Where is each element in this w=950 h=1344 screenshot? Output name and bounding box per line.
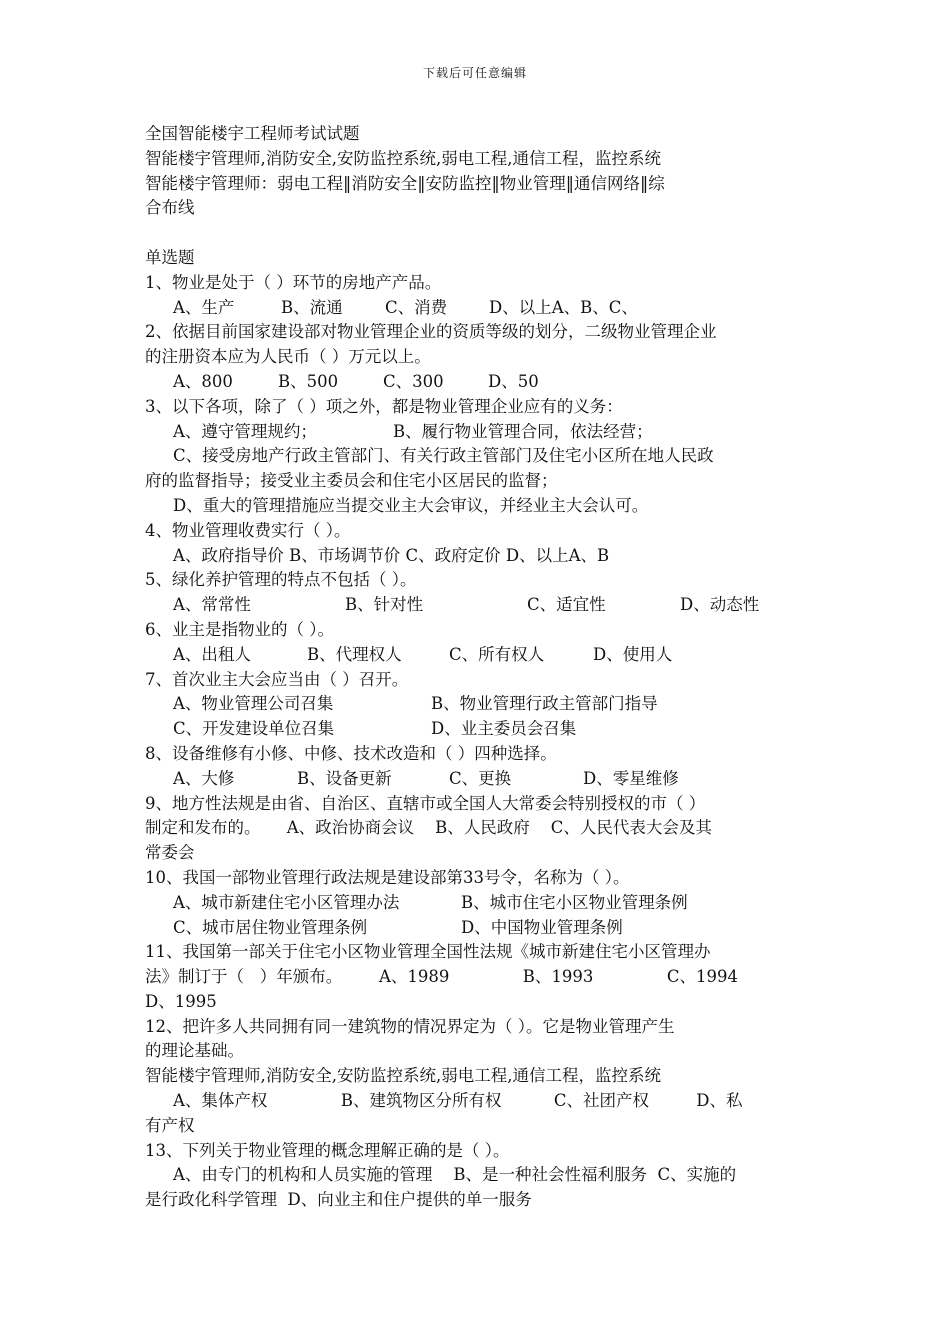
- option: B、代理权人: [307, 644, 402, 664]
- question-stem: 的注册资本应为人民币（ ）万元以上。: [145, 347, 431, 367]
- question-stem: 2、依据目前国家建设部对物业管理企业的资质等级的划分，二级物业管理企业: [145, 322, 717, 342]
- question-options: A、政府指导价 B、市场调节价 C、政府定价 D、以上A、B: [173, 545, 610, 565]
- option-continued: 府的监督指导；接受业主委员会和住宅小区居民的监督；: [145, 471, 558, 491]
- question-stem: 1、物业是处于（ ）环节的房地产产品。: [145, 272, 442, 292]
- option: C、开发建设单位召集: [173, 719, 335, 739]
- option: D、重大的管理措施应当提交业主大会审议，并经业主大会认可。: [173, 495, 649, 515]
- question-options: [145, 370, 807, 395]
- keywords-line: 合布线: [145, 198, 195, 218]
- option: C、300: [383, 371, 444, 391]
- option: D、业主委员会召集: [431, 719, 577, 739]
- option-continued: 有产权: [145, 1115, 195, 1135]
- question-options: [145, 593, 807, 618]
- keywords-line: 智能楼宇管理师,消防安全,安防监控系统,弱电工程,通信工程，监控系统: [145, 1066, 661, 1086]
- option: B、物业管理行政主管部门指导: [431, 694, 658, 714]
- option: D、50: [488, 371, 539, 391]
- option: C、适宜性: [527, 595, 606, 615]
- question-options: [145, 717, 807, 742]
- doc-title: 全国智能楼宇工程师考试试题: [145, 124, 360, 143]
- option: A、生产: [173, 297, 235, 317]
- option: C、接受房地产行政主管部门、有关行政主管部门及住宅小区所在地人民政: [173, 446, 714, 466]
- keywords-line: 智能楼宇管理师,消防安全,安防监控系统,弱电工程,通信工程，监控系统: [145, 148, 661, 168]
- option: D、动态性: [680, 595, 760, 615]
- option: B、设备更新: [297, 768, 392, 788]
- question-stem: 常委会: [145, 843, 195, 863]
- option: A、物业管理公司召集: [173, 694, 334, 714]
- question-options: [145, 296, 807, 321]
- question-options: [145, 643, 807, 668]
- option: B、城市住宅小区物业管理条例: [461, 892, 688, 912]
- question-options: [145, 891, 807, 916]
- question-stem: 法》制订于（ ）年颁布。 A、1989 B、1993 C、1994: [145, 967, 738, 987]
- question-options: A、集体产权 B、建筑物区分所有权 C、社团产权 D、私: [173, 1091, 743, 1111]
- option: D、零星维修: [583, 768, 679, 788]
- option: B、履行物业管理合同，依法经营；: [393, 421, 653, 441]
- document-body: [145, 122, 807, 1213]
- question-stem: 6、业主是指物业的（ ）。: [145, 619, 334, 639]
- spacer: [145, 221, 807, 246]
- question-options: A、由专门的机构和人员实施的管理 B、是一种社会性福利服务 C、实施的: [173, 1165, 737, 1185]
- section-heading: 单选题: [145, 247, 195, 267]
- question-stem: 的理论基础。: [145, 1041, 244, 1061]
- option: A、出租人: [173, 644, 251, 664]
- question-stem: 9、地方性法规是由省、自治区、直辖市或全国人大常委会特别授权的市（ ）: [145, 793, 706, 813]
- question-stem: 11、我国第一部关于住宅小区物业管理全国性法规《城市新建住宅小区管理办: [145, 942, 711, 962]
- question-stem: 4、物业管理收费实行（ ）。: [145, 520, 351, 540]
- option: A、大修: [173, 768, 235, 788]
- option: D、中国物业管理条例: [461, 917, 623, 937]
- question-stem: 3、以下各项，除了（ ）项之外，都是物业管理企业应有的义务：: [145, 396, 623, 416]
- option: A、遵守管理规约；: [173, 421, 317, 441]
- question-options: [145, 767, 807, 792]
- question-stem: 7、首次业主大会应当由（ ）召开。: [145, 669, 409, 689]
- option: A、800: [173, 371, 233, 391]
- option: C、消费: [385, 297, 448, 317]
- page-header: 下载后可任意编辑: [422, 66, 527, 80]
- option: B、流通: [281, 297, 343, 317]
- option: A、城市新建住宅小区管理办法: [173, 892, 400, 912]
- option: C、更换: [449, 768, 512, 788]
- question-stem: 5、绿化养护管理的特点不包括（ ）。: [145, 570, 417, 590]
- option: C、城市居住物业管理条例: [173, 917, 368, 937]
- option: D、1995: [145, 991, 217, 1011]
- option: D、使用人: [593, 644, 673, 664]
- question-stem: 13、下列关于物业管理的概念理解正确的是（ ）。: [145, 1140, 510, 1160]
- question-options: [145, 420, 807, 445]
- keywords-line: 智能楼宇管理师：弱电工程‖消防安全‖安防监控‖物业管理‖通信网络‖综: [145, 173, 665, 193]
- question-options: [145, 916, 807, 941]
- option: A、常常性: [173, 595, 251, 615]
- option: B、500: [278, 371, 339, 391]
- question-stem: 8、设备维修有小修、中修、技术改造和（ ）四种选择。: [145, 743, 557, 763]
- question-options: [145, 692, 807, 717]
- option: C、所有权人: [449, 644, 545, 664]
- option-continued: 是行政化科学管理 D、向业主和住户提供的单一服务: [145, 1190, 532, 1210]
- question-stem: 制定和发布的。 A、政治协商会议 B、人民政府 C、人民代表大会及其: [145, 818, 712, 838]
- option: D、以上A、B、C、: [489, 297, 638, 317]
- question-stem: 10、我国一部物业管理行政法规是建设部第33号令，名称为（ ）。: [145, 867, 630, 887]
- question-stem: 12、把许多人共同拥有同一建筑物的情况界定为（ ）。它是物业管理产生: [145, 1016, 675, 1036]
- option: B、针对性: [345, 595, 424, 615]
